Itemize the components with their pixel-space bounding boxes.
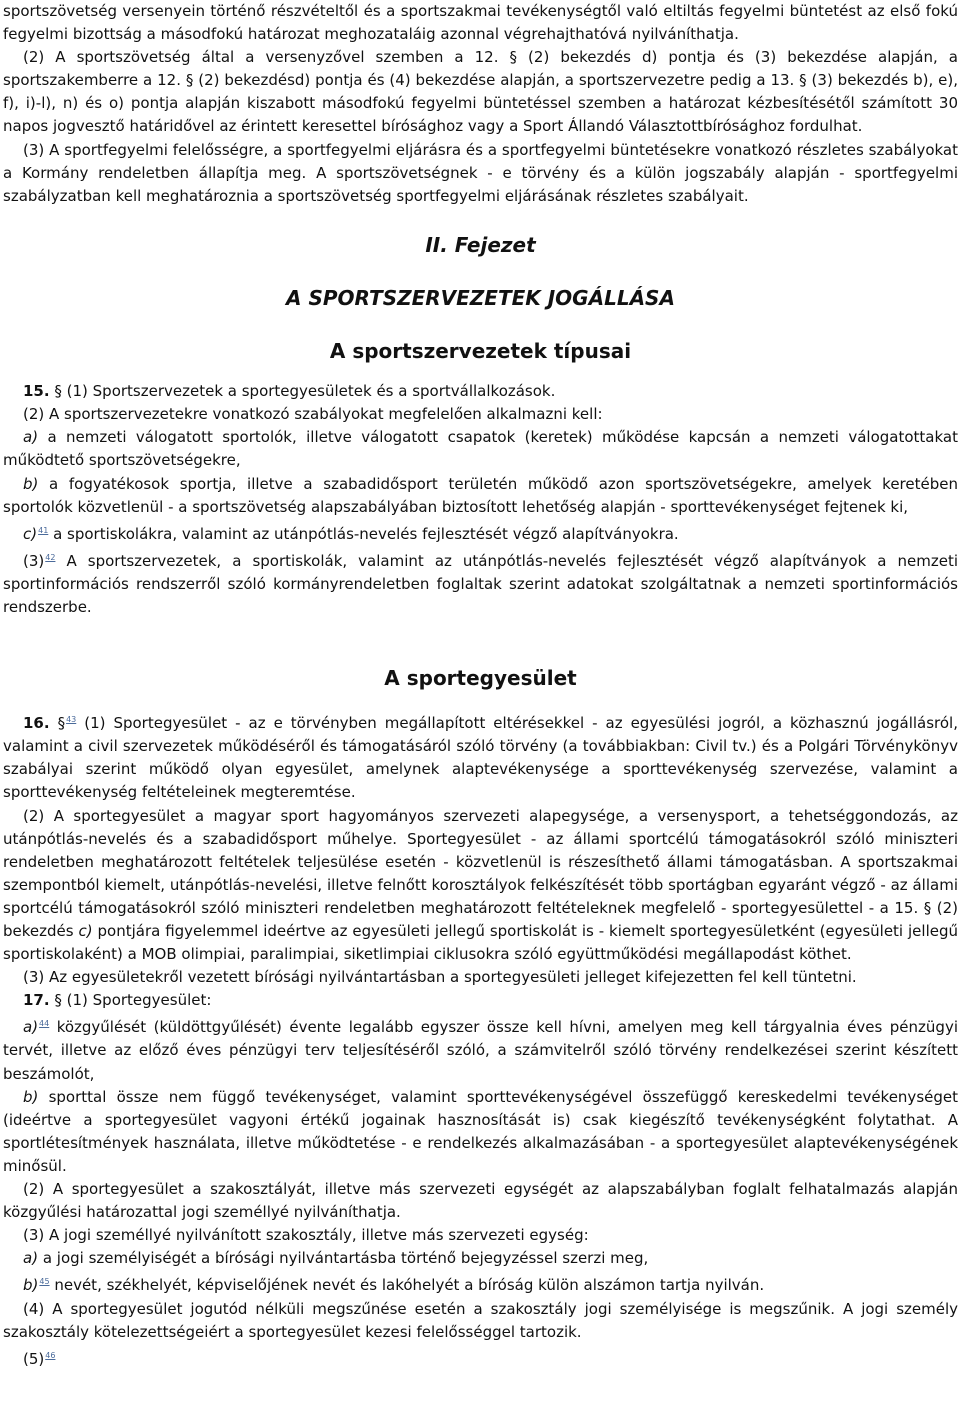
paragraph: (3) Az egyesületekről vezetett bírósági nyilvántartásban a sportegyesületi jelleget kifejezetten fel kell tüntetni. <box>23 968 857 987</box>
item-text: nevét, székhelyét, képviselőjének nevét és lakóhelyét a bíróság külön alszámon tartja nyilván. <box>54 1276 765 1295</box>
item-label: a) <box>23 1018 39 1037</box>
item-label: c) <box>78 922 93 940</box>
paragraph <box>3 546 958 619</box>
item-text: a nemzeti válogatott sportolók, illetve válogatott csapatok (keretek) működése kapcsán a nemzeti válogatottakat működtető sportszövetségekre, <box>3 428 958 470</box>
paragraph-text: (1) Sportszervezetek a sportegyesületek és a sportvállalkozások. <box>66 382 556 401</box>
item-label: b) <box>23 474 39 493</box>
section-sign-link[interactable]: § <box>54 382 62 401</box>
paragraph: (2) A sportszövetség által a versenyzővel szemben a 12. § (2) bekezdés d) pontja és (3) bekezdése alapján, a sportszakemberre a 12. § (2) bekezdésd) pontja és (4) bekezdése alapján, a sportszervezetre pedig a 13. § (3) bekezdés b), e), f), i)-l), n) és o) pontja alapján kiszabott másodfokú fegyelmi büntetéssel szemben a határozat kézbesítésétől számított 30 napos jogvesztő határidővel az érintett keresettel bírósághoz vagy a Sport Állandó Választottbírósághoz fordulhat. <box>3 48 958 136</box>
section-sign-link[interactable]: § <box>54 991 62 1010</box>
section-15-para-1 <box>3 380 958 403</box>
section-17-para-1 <box>3 989 958 1012</box>
paragraph-text: A sportszervezetek, a sportiskolák, valamint az utánpótlás-nevelés fejlesztését végző alapítványok a nemzeti sportinformációs rendszerről szóló kormányrendeletben foglaltak szerint adatokat szolgáltatnak a nemzeti sportinformációs rendszerbe. <box>3 551 958 616</box>
item-text: a jogi személyiségét a bírósági nyilvántartásba történő bejegyzéssel szerzi meg, <box>42 1249 649 1268</box>
item-label: b) <box>23 1087 39 1106</box>
paragraph: (4) A sportegyesület jogutód nélküli megszűnése esetén a szakosztály jogi személyisége is megszűnik. A jogi személy szakosztály kötelezettségeiért a sportegyesület kezesi felelősséggel tartozik. <box>3 1299 958 1341</box>
item-label: c) <box>23 524 38 543</box>
item-label: a) <box>23 428 39 447</box>
paragraph: (3) A sportfegyelmi felelősségre, a sportfegyelmi eljárásra és a sportfegyelmi büntetésekre vonatkozó részletes szabályokat a Kormány rendeletben állapítja meg. A sportszövetségnek - e törvény és a külön jogszabály alapján - sportfegyelmi szabályzatban kell meghatároznia a sportszövetség sportfegyelmi eljárásának részletes szabályait. <box>3 140 958 205</box>
paragraph-label: (3) <box>23 551 45 570</box>
paragraph-text: (1) Sportegyesület - az e törvényben megállapított eltérésekkel - az egyesülési jogról, a közhasznú jogállásról, valamint a civil szervezetek működéséről és támogatásáról szóló törvény (a továbbiakban: Civil tv.) és a Polgári Törvénykönyv szabályai szerint működő olyan egyesület, amelynek alaptevékenysége a sporttevékenység szervezése, valamint a sporttevékenység feltételeinek megteremtése. <box>3 714 958 802</box>
list-item <box>3 426 958 472</box>
footnote-link[interactable]: 43 <box>66 715 77 725</box>
paragraph: (2) A sportegyesület a szakosztályát, illetve más szervezeti egységét az alapszabályban foglalt felhatalmazás alapján közgyűlési határozattal jogi személlyé nyilváníthatja. <box>3 1180 958 1222</box>
footnote-link[interactable]: 42 <box>45 552 56 562</box>
section-number: 17. <box>23 991 50 1010</box>
section-number: 16. <box>23 714 50 733</box>
paragraph: (2) A sportszervezetekre vonatkozó szabályokat megfelelően alkalmazni kell: <box>23 405 603 424</box>
list-item <box>3 1247 958 1270</box>
paragraph: (3) A jogi személlyé nyilvánított szakosztály, illetve más szervezeti egység: <box>23 1226 589 1245</box>
list-item <box>3 1086 958 1178</box>
section-sign-link[interactable]: § <box>57 714 66 733</box>
section-title: A sportegyesület <box>384 666 577 691</box>
section-title: A sportszervezetek típusai <box>329 339 632 364</box>
section-16-para-1 <box>3 708 958 804</box>
footnote-link[interactable]: 41 <box>38 525 49 535</box>
paragraph-text: pontjára figyelemmel ideértve az egyesületi jellegű sportiskolát is - kiemelt sportegyesületként (egyesületi jellegű sportiskolaként) a MOB olimpiai, paralimpiai, siketlimpiai ciklusokra szóló együttműködési megállapodást köthet. <box>3 922 958 964</box>
paragraph-text: (1) Sportegyesület: <box>66 991 212 1010</box>
item-text: közgyűlését (küldöttgyűlését) évente legalább egyszer össze kell hívni, amelyen meg kell tárgyalnia éves pénzügyi tervét, illetve az előző éves pénzügyi terv teljesítéséről szóló, a számvitelről szóló törvény rendelkezései szerint készített beszámolót, <box>3 1018 958 1083</box>
list-item <box>3 1270 958 1297</box>
item-text: sporttal össze nem függő tevékenységet, valamint sporttevékenységével összefüggő kereskedelmi tevékenységet (ideértve a sportegyesület vagyoni értékű jogainak hasznosítását is) csak kiegészítő tevékenységként folytathat. A sportlétesítmények használata, illetve működtetése - e rendelkezés alkalmazásában - a sportegyesület alaptevékenységének minősül. <box>3 1087 958 1175</box>
list-item <box>3 473 958 519</box>
list-item <box>3 1012 958 1085</box>
paragraph-label: (5) <box>23 1349 45 1368</box>
paragraph-text: (2) A sportegyesület a magyar sport hagyományos szervezeti alapegysége, a versenysport, a tehetséggondozás, az utánpótlás-nevelés és a szabadidősport műhelye. Sportegyesület - az állami sportcélú támogatásokról szóló miniszteri rendeletben meghatározott feltételek teljesülése esetén - közvetlenül is részesíthető állami támogatásban. A sportszakmai szempontból kiemelt, utánpótlás-nevelési, illetve felnőtt korosztályok felkészítését több sportágban egyaránt végző - az állami sportcélú támogatásokról szóló miniszteri rendeletben meghatározott feltételeknek megfelelő - sportegyesülettel - a 15. § (2) bekezdés <box>3 806 958 940</box>
footnote-link[interactable]: 44 <box>39 1019 50 1029</box>
item-label: a) <box>23 1249 39 1268</box>
paragraph <box>3 805 958 967</box>
item-text: a sportiskolákra, valamint az utánpótlás-nevelés fejlesztését végző alapítványokra. <box>53 524 679 543</box>
item-text: a fogyatékosok sportja, illetve a szabadidősport területén működő azon sportszövetségekre, amelyek keretében sportolók közvetlenül - a sportszövetség alapszabályában biztosított lehetőség alapján - sporttevékenységet fejtenek ki, <box>3 474 958 516</box>
chapter-title: A SPORTSZERVEZETEK JOGÁLLÁSA <box>286 285 675 310</box>
list-item <box>3 519 958 546</box>
paragraph: sportszövetség versenyein történő részvételtől és a sportszakmai tevékenységtől való eltiltás fegyelmi büntetést az első fokú fegyelmi bizottság a másodfokú határozat meghozataláig azonnal végrehajthatóvá nyilváníthatja. <box>3 2 958 44</box>
item-label: b) <box>23 1276 39 1295</box>
section-number: 15. <box>23 382 50 401</box>
footnote-link[interactable]: 46 <box>45 1350 56 1360</box>
chapter-heading: II. Fejezet <box>425 232 536 257</box>
footnote-link[interactable]: 45 <box>39 1277 50 1287</box>
paragraph <box>3 1344 958 1371</box>
